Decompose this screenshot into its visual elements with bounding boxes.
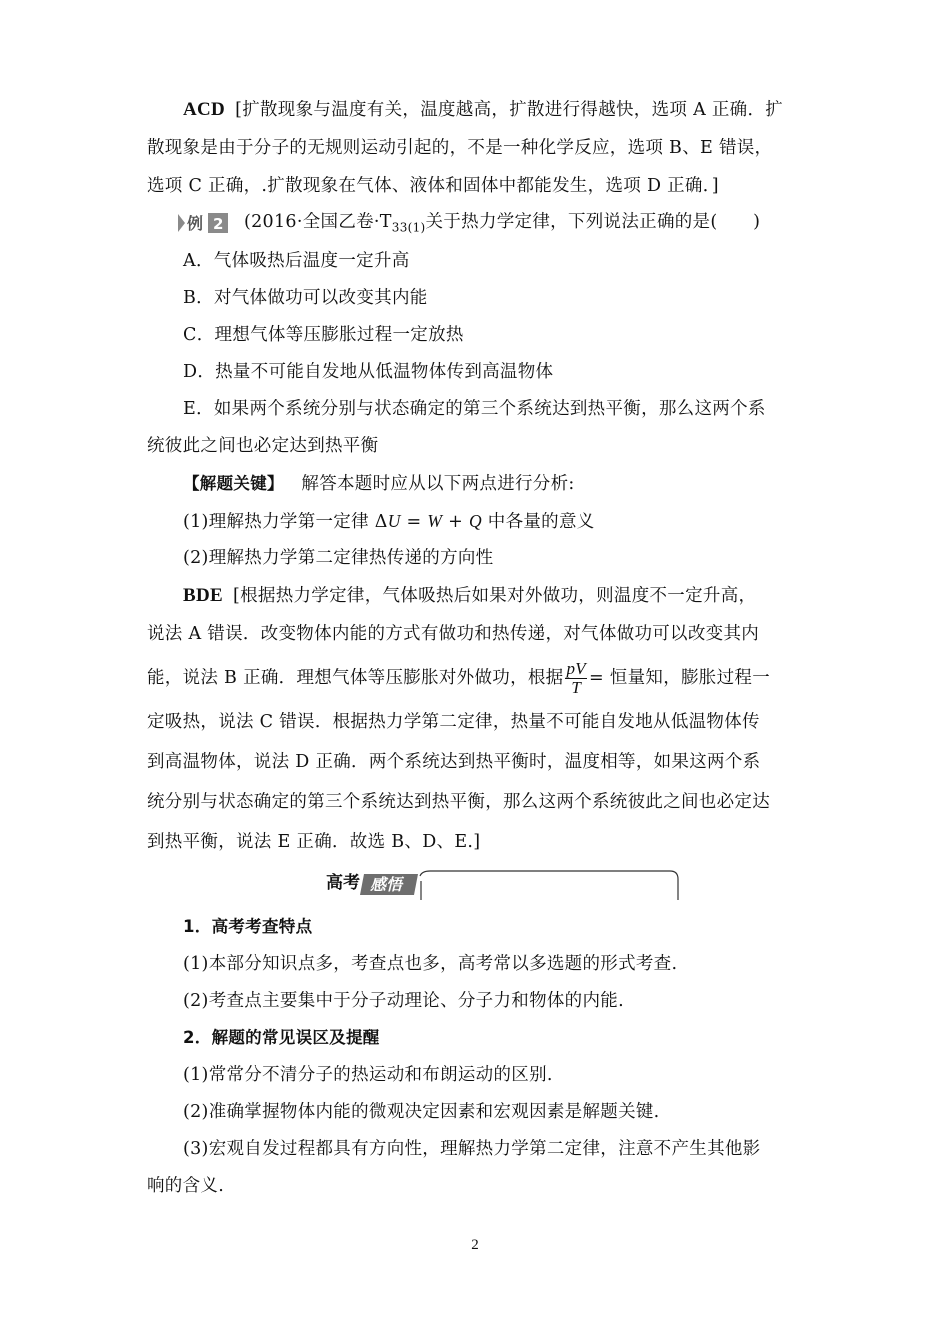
bde-line-4: 定吸热，说法 C 错误．根据热力学第二定律，热量不可能自发地从低温物体传 — [147, 712, 760, 732]
option-b: B．对气体做功可以改变其内能 — [183, 288, 428, 308]
example-badge-icon — [178, 212, 230, 234]
example-question: 关于热力学定律，下列说法正确的是( ) — [425, 212, 761, 232]
option-d: D．热量不可能自发地从低温物体传到高温物体 — [183, 362, 554, 382]
key-label: 【解题关键】 — [183, 474, 284, 493]
section-2-point-2: (2)准确掌握物体内能的微观决定因素和宏观因素是解题关键. — [183, 1102, 660, 1122]
answer-acd: ACD — [183, 99, 226, 120]
bde-line-6: 统分别与状态确定的第三个系统达到热平衡，那么这两个系统彼此之间也必定达 — [147, 792, 770, 812]
option-c: C．理想气体等压膨胀过程一定放热 — [183, 325, 464, 345]
acd-line-3: 选项 C 正确，.扩散现象在气体、液体和固体中都能发生，选项 D 正确．] — [147, 176, 719, 196]
section-2-point-3-line-2: 响的含义. — [147, 1176, 225, 1196]
svg-text:感悟: 感悟 — [370, 875, 403, 894]
section-2-point-3-line-1: (3)宏观自发过程都具有方向性，理解热力学第二定律，注意不产生其他影 — [183, 1139, 761, 1159]
section-heading-2: 2．解题的常见误区及提醒 — [183, 1028, 380, 1047]
key-point-2: (2)理解热力学第二定律热传递的方向性 — [183, 548, 494, 568]
option-e-line-2: 统彼此之间也必定达到热平衡 — [147, 436, 379, 456]
example-header — [178, 210, 848, 240]
page-number: 2 — [471, 1237, 479, 1253]
option-a: A．气体吸热后温度一定升高 — [183, 251, 410, 271]
option-e-line-1: E．如果两个系统分别与状态确定的第三个系统达到热平衡，那么这两个系 — [183, 399, 766, 419]
example-source: (2016·全国乙卷$\cdot T_{33(1)}$ — [244, 212, 426, 235]
svg-text:例: 例 — [187, 213, 204, 233]
svg-text:高考: 高考 — [326, 873, 360, 893]
svg-text:2: 2 — [213, 214, 224, 233]
section-1-point-2: (2)考查点主要集中于分子动理论、分子力和物体的内能. — [183, 991, 624, 1011]
bde-line-7: 到热平衡，说法 E 正确．故选 B、D、E.] — [147, 832, 481, 852]
answer-bde: BDE — [183, 585, 223, 606]
section-heading-1: 1．高考考查特点 — [183, 917, 313, 936]
acd-line-1: ACD [扩散现象与温度有关，温度越高，扩散进行得越快，选项 A 正确．扩 — [183, 99, 784, 120]
bde-line-2: 说法 A 错误．改变物体内能的方式有做功和热传递，对气体做功可以改变其内 — [147, 624, 760, 644]
pv-over-t-fraction: $\frac{pV}{T}$ — [566, 659, 586, 697]
key-point-1: (1)理解热力学第一定律 ΔU = W + Q 中各量的意义 — [183, 511, 595, 532]
bde-line-3: 能，说法 B 正确．理想气体等压膨胀对外做功，根据 $\frac{pV}{T}$ = 恒量知，膨胀过程一 — [147, 659, 770, 697]
bde-line-5: 到高温物体，说法 D 正确．两个系统达到热平衡时，温度相等，如果这两个系 — [147, 752, 761, 772]
gaokao-banner — [316, 868, 682, 904]
section-2-point-1: (1)常常分不清分子的热运动和布朗运动的区别. — [183, 1065, 553, 1085]
bde-line-1: BDE [根据热力学定律，气体吸热后如果对外做功，则温度不一定升高， — [183, 585, 757, 606]
key-heading: 【解题关键】 解答本题时应从以下两点进行分析: — [183, 474, 575, 494]
acd-line-2: 散现象是由于分子的无规则运动引起的，不是一种化学反应，选项 B、E 错误， — [147, 138, 773, 158]
section-1-point-1: (1)本部分知识点多，考查点也多，高考常以多选题的形式考查. — [183, 954, 678, 974]
